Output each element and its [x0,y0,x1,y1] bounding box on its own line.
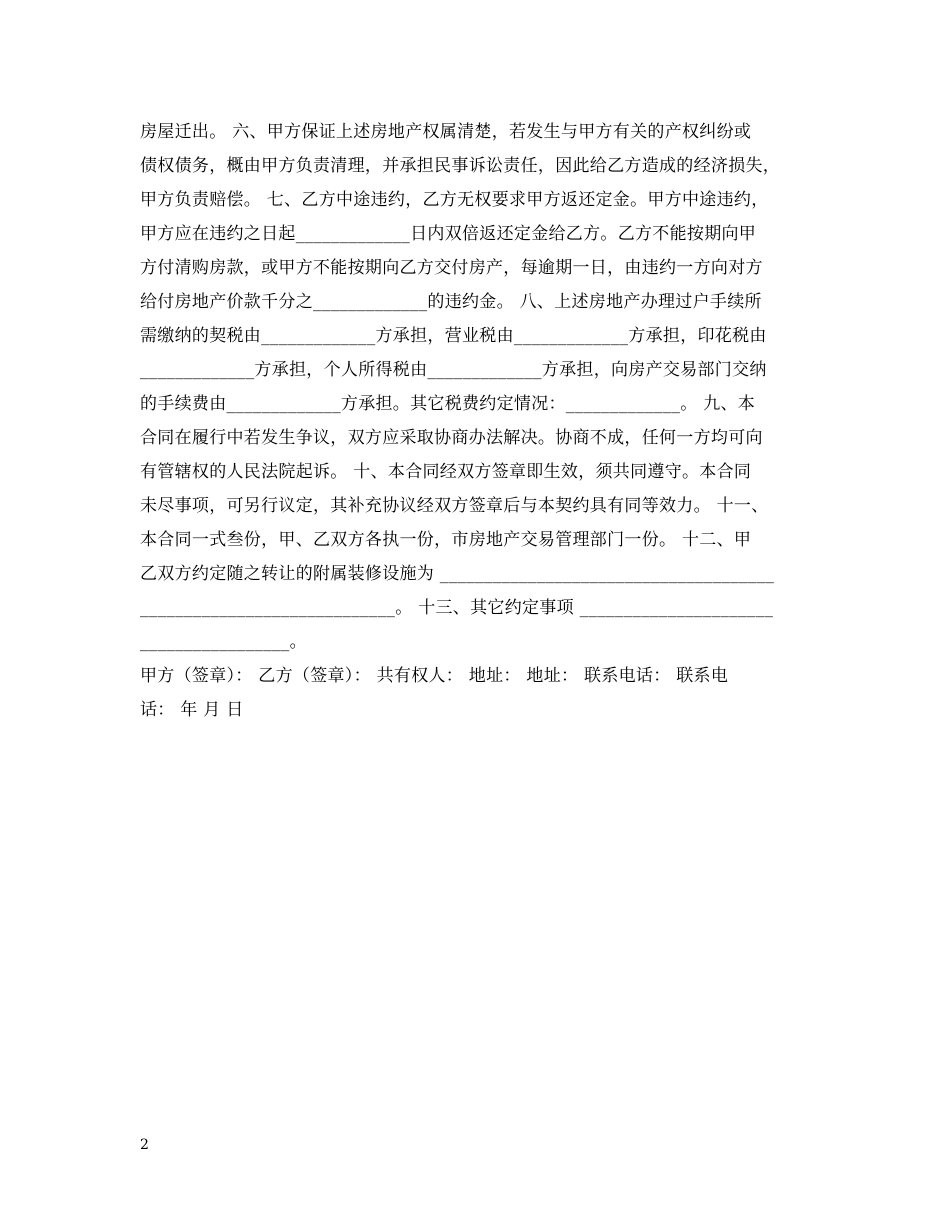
text-line-5: 方付清购房款，或甲方不能按期向乙方交付房产，每逾期一日，由违约一方向对方 [140,258,763,278]
text-line-1: 房屋迁出。 六、甲方保证上述房地产权属清楚，若发生与甲方有关的产权纠纷或 [140,122,752,142]
text-line-12: 未尽事项，可另行议定，其补充协议经双方签章后与本契约具有同等效力。 十一、 [140,496,769,516]
text-line-15: _____________________________。 十三、其它约定事项 ______________________ [140,598,774,618]
text-line-6: 给付房地产价款千分之_____________的违约金。 八、上述房地产办理过户手续所 [140,292,762,312]
text-line-9: 的手续费由_____________方承担。其它税费约定情况：_____________。 九、本 [140,394,756,414]
text-line-3: 甲方负责赔偿。 七、乙方中途违约，乙方无权要求甲方返还定金。甲方中途违约， [140,190,769,210]
text-line-4: 甲方应在违约之日起_____________日内双倍返还定金给乙方。乙方不能按期向甲 [140,224,757,244]
page-number: 2 [140,1137,149,1153]
text-line-13: 本合同一式叁份，甲、乙双方各执一份，市房地产交易管理部门一份。 十二、甲 [140,530,752,550]
text-line-10: 合同在履行中若发生争议，双方应采取协商办法解决。协商不成，任何一方均可向 [140,428,763,448]
text-line-7: 需缴纳的契税由_____________方承担，营业税由_____________方承担，印花税由 [140,326,767,346]
text-line-11: 有管辖权的人民法院起诉。 十、本合同经双方签章即生效，须共同遵守。本合同 [140,462,752,482]
text-line-16: _________________。 [140,632,307,652]
document-body [140,115,820,727]
signature-line-2: 话： 年 月 日 [140,700,244,720]
text-line-2: 债权债务，概由甲方负责清理，并承担民事诉讼责任，因此给乙方造成的经济损失， [140,156,781,176]
text-line-8: _____________方承担，个人所得税由_____________方承担，向房产交易部门交纳 [140,360,767,380]
signature-line-1: 甲方（签章）： 乙方（签章）： 共有权人： 地址： 地址： 联系电话： 联系电 [140,666,729,686]
text-line-14: 乙双方约定随之转让的附属装修设施为 ______________________________________ [140,564,775,584]
